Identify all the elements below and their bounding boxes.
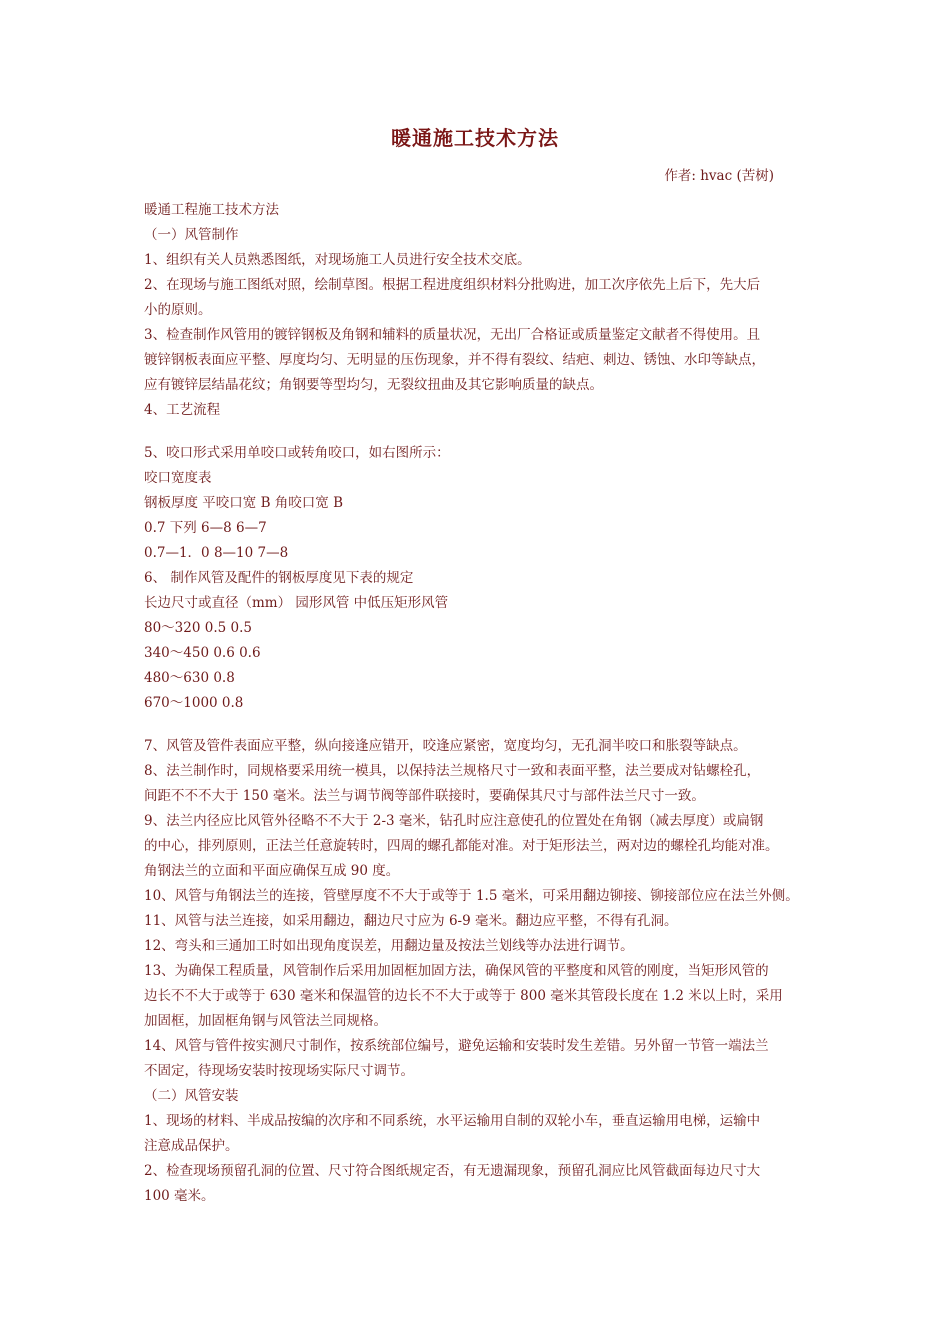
paragraph-line: 8、法兰制作时，同规格要采用统一模具，以保持法兰规格尺寸一致和表面平整，法兰要成对钻螺栓孔， — [144, 763, 761, 779]
paragraph-line: （二）风管安装 — [144, 1088, 239, 1104]
paragraph-line: 间距不不不大于 150 毫米。法兰与调节阀等部件联接时，要确保其尺寸与部件法兰尺寸一致。 — [144, 788, 705, 804]
paragraph-line: 9、法兰内径应比风管外径略不不大于 2-3 毫米，钻孔时应注意使孔的位置处在角钢（减去厚度）或扁钢 — [144, 813, 764, 829]
paragraph-line: 5、咬口形式采用单咬口或转角咬口，如右图所示： — [144, 445, 450, 461]
paragraph-line: 80～320 0.5 0.5 — [144, 620, 252, 636]
paragraph-line: （一）风管制作 — [144, 227, 239, 243]
paragraph-line: 角钢法兰的立面和平面应确保互成 90 度。 — [144, 863, 400, 879]
paragraph-line: 2、在现场与施工图纸对照，绘制草图。根据工程进度组织材料分批购进，加工次序依先上后下，先大后 — [144, 277, 761, 293]
paragraph-line: 加固框，加固框角钢与风管法兰同规格。 — [144, 1013, 387, 1029]
paragraph-line: 0.7—1．0 8—10 7—8 — [144, 545, 289, 561]
paragraph-line: 应有镀锌层结晶花纹；角钢要等型均匀，无裂纹扭曲及其它影响质量的缺点。 — [144, 377, 603, 393]
author-line: 作者: hvac (苦树) — [664, 168, 774, 184]
paragraph-line: 注意成品保护。 — [144, 1138, 239, 1154]
paragraph-line: 0.7 下列 6—8 6—7 — [144, 520, 267, 536]
paragraph-line: 6、 制作风管及配件的钢板厚度见下表的规定 — [144, 570, 414, 586]
paragraph-line: 480～630 0.8 — [144, 670, 235, 686]
paragraph-line: 3、检查制作风管用的镀锌钢板及角钢和辅料的质量状况，无出厂合格证或质量鉴定文献者不得使用。且 — [144, 327, 761, 343]
paragraph-line: 镀锌钢板表面应平整、厚度均匀、无明显的压伤现象，并不得有裂纹、结疤、刺边、锈蚀、水印等缺点， — [144, 352, 765, 368]
paragraph-line: 咬口宽度表 — [144, 470, 212, 486]
paragraph-line: 12、弯头和三通加工时如出现角度误差，用翻边量及按法兰划线等办法进行调节。 — [144, 938, 634, 954]
paragraph-line: 4、工艺流程 — [144, 402, 221, 418]
paragraph-line: 340～450 0.6 0.6 — [144, 645, 261, 661]
paragraph-line: 11、风管与法兰连接，如采用翻边，翻边尺寸应为 6-9 毫米。翻边应平整，不得有孔洞。 — [144, 913, 678, 929]
document-body — [144, 198, 816, 1209]
paragraph-line: 边长不不大于或等于 630 毫米和保温管的边长不不大于或等于 800 毫米其管段长度在 1.2 米以上时，采用 — [144, 988, 783, 1004]
paragraph-line: 14、风管与管件按实测尺寸制作，按系统部位编号，避免运输和安装时发生差错。另外留一节管一端法兰 — [144, 1038, 769, 1054]
paragraph-line: 10、风管与角钢法兰的连接，管壁厚度不不大于或等于 1.5 毫米，可采用翻边铆接、铆接部位应在法兰外侧。 — [144, 888, 799, 904]
blank-line — [144, 716, 816, 734]
paragraph-line: 小的原则。 — [144, 302, 212, 318]
document-title: 暖通施工技术方法 — [391, 126, 559, 150]
paragraph-line: 13、为确保工程质量，风管制作后采用加固框加固方法，确保风管的平整度和风管的刚度，当矩形风管的 — [144, 963, 769, 979]
paragraph-line: 的中心，排列原则，正法兰任意旋转时，四周的螺孔都能对准。对于矩形法兰，两对边的螺栓孔均能对准。 — [144, 838, 779, 854]
paragraph-line: 钢板厚度 平咬口宽 B 角咬口宽 B — [144, 495, 344, 511]
paragraph-line: 1、组织有关人员熟悉图纸，对现场施工人员进行安全技术交底。 — [144, 252, 531, 268]
paragraph-line: 2、检查现场预留孔洞的位置、尺寸符合图纸规定否，有无遗漏现象，预留孔洞应比风管截面每边尺寸大 — [144, 1163, 761, 1179]
paragraph-line: 暖通工程施工技术方法 — [144, 202, 279, 218]
paragraph-line: 1、现场的材料、半成品按编的次序和不同系统，水平运输用自制的双轮小车，垂直运输用电梯，运输中 — [144, 1113, 761, 1129]
paragraph-line: 670～1000 0.8 — [144, 695, 244, 711]
paragraph-line: 不固定，待现场安装时按现场实际尺寸调节。 — [144, 1063, 414, 1079]
blank-line — [144, 423, 816, 441]
paragraph-line: 长边尺寸或直径（mm） 园形风管 中低压矩形风管 — [144, 595, 449, 611]
paragraph-line: 100 毫米。 — [144, 1188, 215, 1204]
paragraph-line: 7、风管及管件表面应平整，纵向接逢应错开，咬逢应紧密，宽度均匀，无孔洞半咬口和胀裂等缺点。 — [144, 738, 747, 754]
